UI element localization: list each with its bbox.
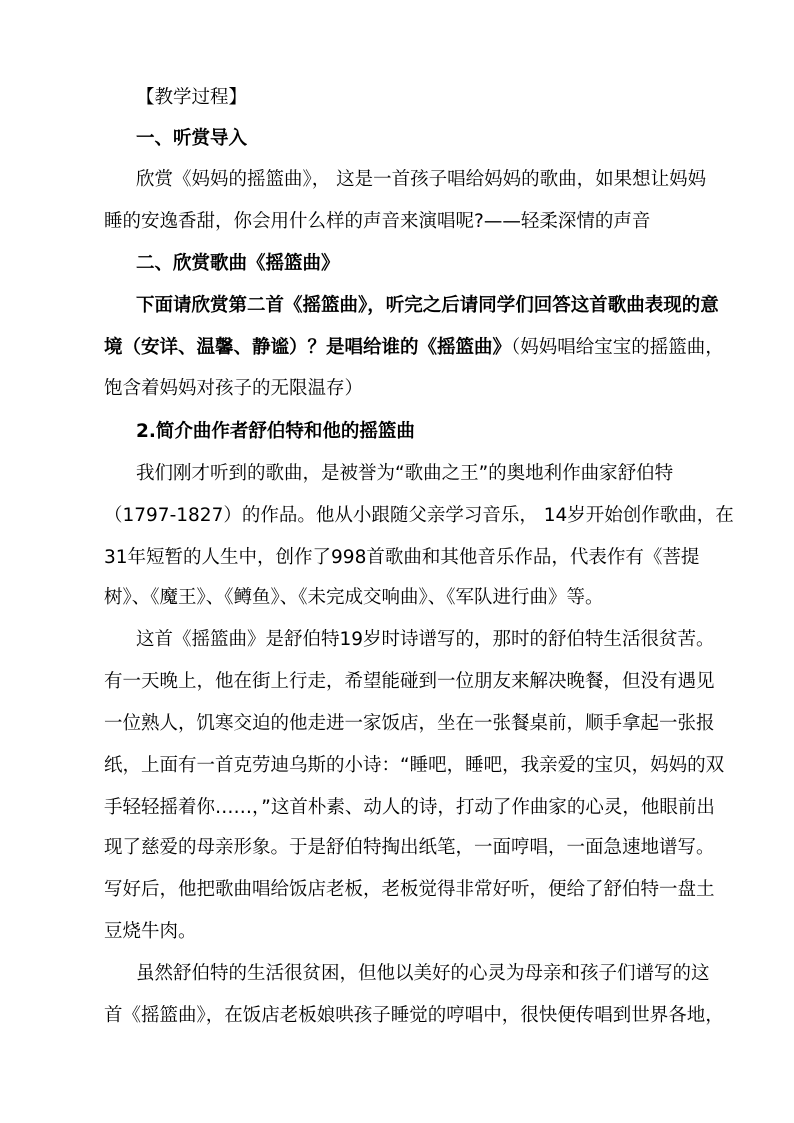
paragraph-1-line-1: 欣赏《妈妈的摇篮曲》， 这是一首孩子唱给妈妈的歌曲，如果想让妈妈 [136, 169, 707, 190]
paragraph-4-line-7: 写好后，他把歌曲唱给饭店老板，老板觉得非常好听，便给了舒伯特一盘土 [104, 879, 715, 900]
paragraph-2-line-2 [104, 336, 724, 360]
teaching-process-heading: 【教学过程】 [136, 87, 248, 108]
paragraph-2-answer: （妈妈唱给宝宝的摇篮曲， [511, 337, 724, 358]
section-2-title: 二、欣赏歌曲《摇篮曲》 [136, 253, 340, 274]
section-1-title: 一、听赏导入 [136, 128, 248, 149]
paragraph-4-line-1: 这首《摇篮曲》是舒伯特19岁时诗谱写的，那时的舒伯特生活很贫苦。 [136, 629, 715, 650]
paragraph-4-line-2: 有一天晚上，他在街上行走，希望能碰到一位朋友来解决晚餐，但没有遇见 [104, 671, 715, 692]
paragraph-1-line-2: 睡的安逸香甜，你会用什么样的声音来演唱呢?——轻柔深情的声音 [104, 211, 651, 232]
paragraph-4-line-4: 纸，上面有一首克劳迪乌斯的小诗：“睡吧，睡吧，我亲爱的宝贝，妈妈的双 [104, 755, 725, 776]
paragraph-2-line-1: 下面请欣赏第二首《摇篮曲》，听完之后请同学们回答这首歌曲表现的意 [136, 295, 719, 316]
subsection-2-title: 2.简介曲作者舒伯特和他的摇篮曲 [136, 421, 415, 442]
paragraph-3-line-4: 树》、《魔王》、《鳟鱼》、《未完成交响曲》、《军队进行曲》等。 [104, 587, 604, 608]
paragraph-3-line-3: 31年短暂的人生中，创作了998首歌曲和其他音乐作品，代表作有《菩提 [104, 547, 700, 568]
paragraph-5-line-2: 首《摇篮曲》，在饭店老板娘哄孩子睡觉的哼唱中，很快便传唱到世界各地， [104, 1005, 724, 1026]
paragraph-4-line-6: 现了慈爱的母亲形象。于是舒伯特掏出纸笔，一面哼唱，一面急速地谱写。 [104, 837, 715, 858]
paragraph-4-line-8: 豆烧牛肉。 [104, 921, 197, 942]
paragraph-3-line-1: 我们刚才听到的歌曲，是被誉为“歌曲之王”的奥地利作曲家舒伯特 [136, 463, 674, 484]
paragraph-4-line-5: 手轻轻摇着你……，”这首朴素、动人的诗，打动了作曲家的心灵，他眼前出 [104, 797, 715, 818]
paragraph-4-line-3: 一位熟人，饥寒交迫的他走进一家饭店，坐在一张餐桌前，顺手拿起一张报 [104, 713, 715, 734]
paragraph-2-line-3: 饱含着妈妈对孩子的无限温存） [104, 378, 364, 399]
paragraph-3-line-2: （1797-1827）的作品。他从小跟随父亲学习音乐， 14岁开始创作歌曲，在 [104, 505, 734, 526]
paragraph-5-line-1: 虽然舒伯特的生活很贫困，但他以美好的心灵为母亲和孩子们谱写的这 [136, 963, 710, 984]
paragraph-2-bold-question: 境（安详、温馨、静谧）？是唱给谁的《摇篮曲》 [104, 337, 512, 358]
